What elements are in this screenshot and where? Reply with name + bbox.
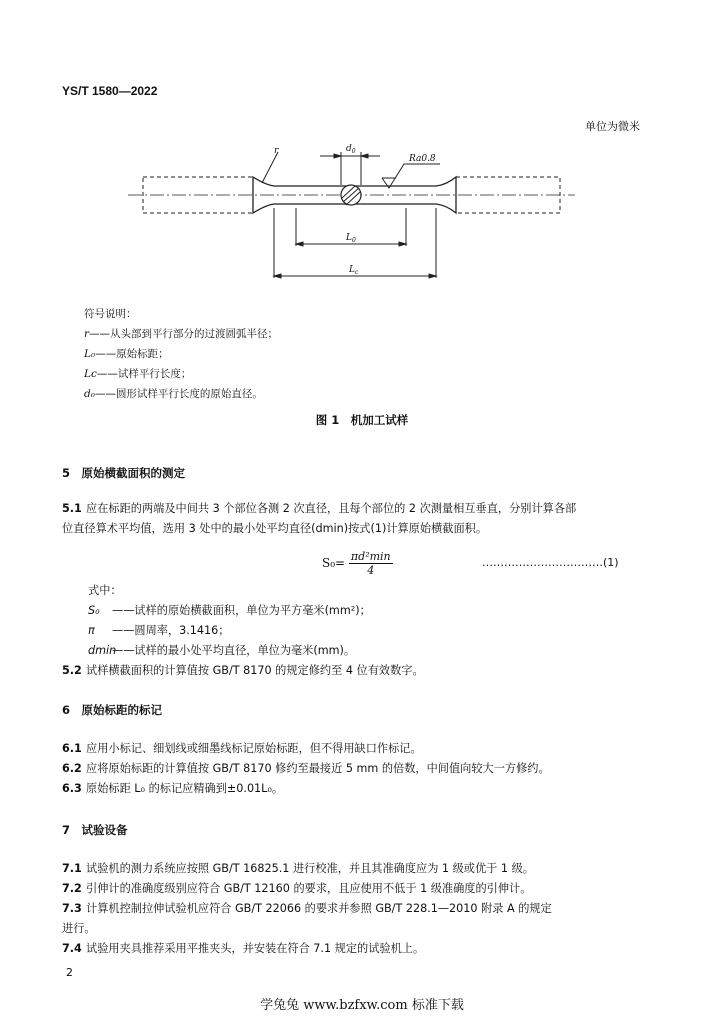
symbol-item: L₀——原始标距； <box>84 348 169 360</box>
paragraph-6-1: 6.1 应用小标记、细划线或细墨线标记原始标距，但不得用缺口作标记。 <box>62 742 422 755</box>
definition-item: π ——圆周率，3.1416； <box>88 624 230 637</box>
specimen-figure <box>0 140 724 290</box>
symbol-item: Lc——试样平行长度； <box>84 368 192 380</box>
definition-item: dmin——试样的最小处平均直径，单位为毫米(mm)。 <box>88 644 356 657</box>
where-label: 式中： <box>88 584 122 597</box>
symbol-item: r——从头部到平行部分的过渡圆弧半径； <box>84 328 279 340</box>
paragraph-5-1: 5.1 应在标距的两端及中间共 3 个部位各测 2 次直径，且每个部位的 2 次测量相互垂直，分别计算各部 <box>62 502 577 515</box>
d0-label: $d_0$ <box>346 144 356 155</box>
formula-number: ……………………………(1) <box>482 556 619 569</box>
section-5-heading: 5 原始横截面积的测定 <box>62 466 186 480</box>
page-number: 2 <box>66 966 73 979</box>
paragraph-5-2: 5.2 试样横截面积的计算值按 GB/T 8170 的规定修约至 4 位有效数字。 <box>62 664 424 677</box>
paragraph-6-3: 6.3 原始标距 L₀ 的标记应精确到±0.01L₀。 <box>62 782 284 795</box>
figure-caption: 图 1 机加工试样 <box>315 413 409 427</box>
paragraph-7-3: 7.3 计算机控制拉伸试验机应符合 GB/T 22066 的要求并参照 GB/T 228.1—2010 附录 A 的规定 <box>62 902 552 915</box>
definition-item: S₀ ——试样的原始横截面积，单位为平方毫米(mm²)； <box>88 604 371 617</box>
paragraph-7-4: 7.4 试验用夹具推荐采用平推夹头，并安装在符合 7.1 规定的试验机上。 <box>62 942 425 955</box>
formula: S₀= πd²min 4 <box>322 550 391 577</box>
r-label: r <box>274 146 279 156</box>
standard-number: YS/T 1580—2022 <box>62 84 158 98</box>
paragraph-7-2: 7.2 引伸计的准确度级别应符合 GB/T 12160 的要求，且应使用不低于 1 级准确度的引伸计。 <box>62 882 532 895</box>
symbols-title: 符号说明： <box>84 308 137 320</box>
unit-note: 单位为微米 <box>585 120 640 133</box>
paragraph-5-1-cont: 位直径算术平均值，选用 3 处中的最小处平均直径(dmin)按式(1)计算原始横截面积。 <box>62 522 488 535</box>
lc-label: $L_c$ <box>349 265 359 276</box>
paragraph-7-3-cont: 进行。 <box>62 922 96 935</box>
paragraph-6-2: 6.2 应将原始标距的计算值按 GB/T 8170 修约至最接近 5 mm 的倍数，中间值向较大一方修约。 <box>62 762 550 775</box>
l0-label: $L_0$ <box>346 233 356 244</box>
section-6-heading: 6 原始标距的标记 <box>62 703 163 717</box>
roughness-label: Ra0.8 <box>409 154 436 164</box>
symbol-item: d₀——圆形试样平行长度的原始直径。 <box>84 388 263 400</box>
watermark-footer: 学兔兔 www.bzfxw.com 标准下载 <box>260 998 464 1013</box>
section-7-heading: 7 试验设备 <box>62 823 128 837</box>
paragraph-7-1: 7.1 试验机的测力系统应按照 GB/T 16825.1 进行校准，并且其准确度应为 1 级或优于 1 级。 <box>62 862 534 875</box>
